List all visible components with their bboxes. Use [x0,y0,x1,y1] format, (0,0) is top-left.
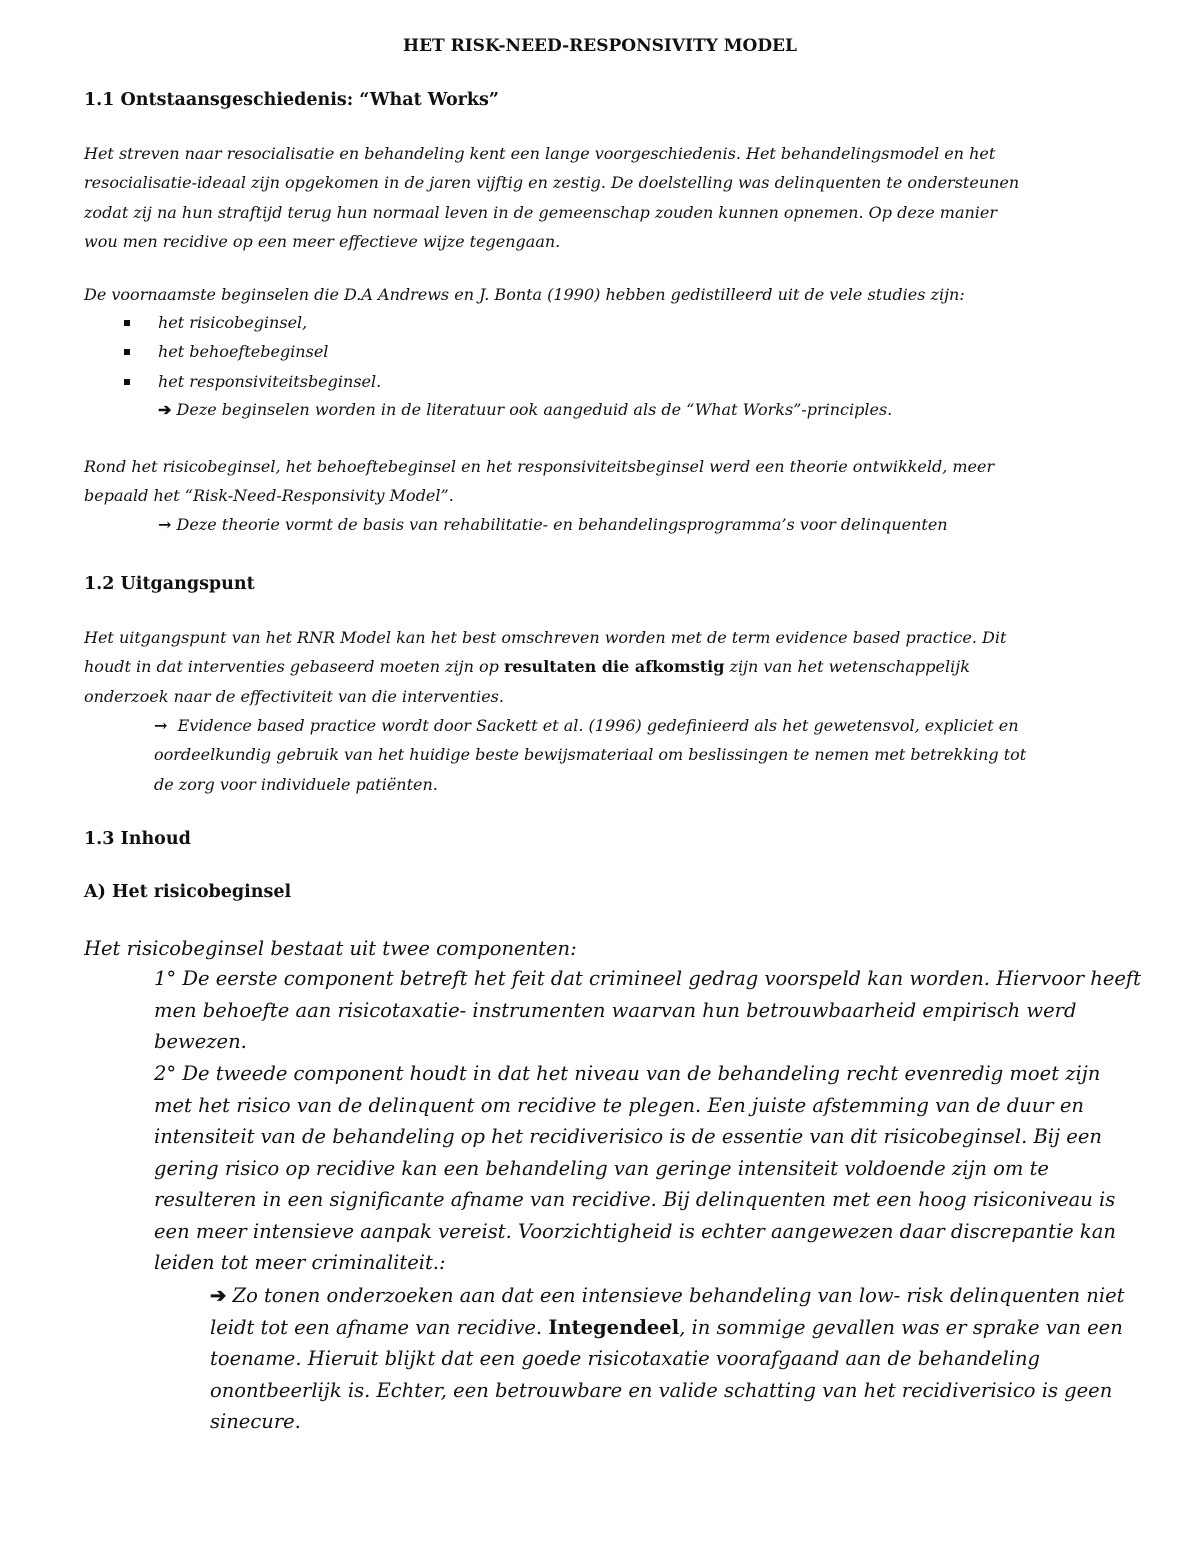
section-a-heading: A) Het risicobeginsel [84,882,292,902]
evidence-based-note [154,711,1114,799]
list-item [120,308,381,337]
text-segment: leidt tot een afname van recidive. [210,1315,549,1339]
note-text: Deze theorie vormt de basis van rehabilitatie- en behandelingsprogramma’s voor delinquenten [176,515,948,534]
section-1-1-paragraph-1 [84,139,1124,256]
text-line: onontbeerlijk is. Echter, een betrouwbare en valide schatting van het recidiverisico is geen [210,1378,1113,1402]
risk-principle-intro: Het risicobeginsel bestaat uit twee componenten: [84,937,577,960]
text-segment: houdt in dat interventies gebaseerd moeten zijn op [84,657,504,677]
text-line: met het risico van de delinquent om recidive te plegen. Een juiste afstemming van de duur en [154,1093,1084,1117]
section-1-1-heading: 1.1 Ontstaansgeschiedenis: “What Works” [84,90,499,110]
text-line: bewezen. [154,1030,247,1053]
text-line: een meer intensieve aanpak vereist. Voorzichtigheid is echter aangewezen daar discrepantie kan [154,1219,1116,1243]
bold-arrow-icon: ➔ [158,400,172,419]
section-1-2-paragraph [84,623,1124,711]
document-title: HET RISK-NEED-RESPONSIVITY MODEL [403,36,797,56]
arrow-right-icon: → [158,515,172,534]
list-item [120,367,381,396]
section-1-2-heading: 1.2 Uitgangspunt [84,574,255,594]
text-line: Rond het risicobeginsel, het behoeftebeginsel en het responsiviteitsbeginsel werd een theorie ontwikkeld, meer [84,457,995,476]
text-line [154,711,1114,740]
text-line: gering risico op recidive kan een behandeling van geringe intensiteit voldoende zijn om te [154,1156,1049,1180]
text-line: zodat zij na hun straftijd terug hun normaal leven in de gemeenschap zouden kunnen opnemen. Op deze manier [84,202,998,222]
text-line: resulteren in een significante afname van recidive. Bij delinquenten met een hoog risiconiveau is [154,1188,1116,1211]
text-line: leiden tot meer criminaliteit.: [154,1251,446,1274]
arrow-right-icon: → [154,716,168,735]
text-line: Het streven naar resocialisatie en behandeling kent een lange voorgeschiedenis. Het behandelingsmodel en het [84,144,996,163]
text-segment: , in sommige gevallen was er sprake van een [679,1315,1123,1339]
text-line [210,1280,1124,1312]
list-item [120,337,381,366]
section-1-1-paragraph-3 [84,452,1124,511]
text-line: onderzoek naar de effectiviteit van die interventies. [84,686,504,706]
text-line [84,652,1124,681]
text-line: toename. Hieruit blijkt dat een goede risicotaxatie voorafgaand aan de behandeling [210,1347,1041,1370]
text-line: 2° De tweede component houdt in dat het niveau van de behandeling recht evenredig moet zijn [154,1062,1101,1085]
text-line: de zorg voor individuele patiënten. [154,774,438,794]
component-1 [154,963,1141,1058]
text-line: wou men recidive op een meer effectieve wijze tegengaan. [84,231,561,251]
section-1-1-paragraph-2 [84,280,1124,309]
note-text: Zo tonen onderzoeken aan dat een intensieve behandeling van low- risk delinquenten niet [232,1284,1125,1307]
emphasis-text: resultaten die afkomstig [503,657,725,677]
text-line: De voornaamste beginselen die D.A Andrews en J. Bonta (1990) hebben gedistilleerd uit de vele studies zijn: [84,285,965,304]
list-item-text: het behoeftebeginsel [158,342,329,362]
square-bullet-icon [124,379,130,385]
principles-list [120,308,381,396]
list-item-text: het risicobeginsel, [158,313,308,332]
text-line: oordeelkundig gebruik van het huidige beste bewijsmateriaal om beslissingen te nemen met betrekking tot [154,745,1027,765]
emphasis-text: Integendeel [548,1315,680,1339]
list-item-text: het responsiviteitsbeginsel. [158,371,382,391]
square-bullet-icon [124,349,130,355]
text-line: intensiteit van de behandeling op het recidiverisico is de essentie van dit risicobeginsel. Bij een [154,1125,1102,1148]
text-line: resocialisatie-ideaal zijn opgekomen in de jaren vijftig en zestig. De doelstelling was delinquenten te ondersteunen [84,173,1020,193]
section-1-3-heading: 1.3 Inhoud [84,829,191,849]
component-2 [154,1058,1116,1279]
low-risk-note [210,1280,1124,1438]
theory-note [158,510,948,539]
note-text: Deze beginselen worden in de literatuur ook aangeduid als de “What Works”-principles. [176,400,893,419]
bold-arrow-icon: ➔ [210,1284,227,1307]
text-line: sinecure. [210,1410,301,1433]
square-bullet-icon [124,320,130,326]
note-text: Evidence based practice wordt door Sackett et al. (1996) gedefinieerd als het gewetensvol, expliciet en [177,716,1019,735]
text-line: Het uitgangspunt van het RNR Model kan het best omschreven worden met de term evidence based practice. Dit [84,628,1007,647]
text-segment: zijn van het wetenschappelijk [724,657,970,677]
text-line [210,1312,1124,1344]
text-line: bepaald het “Risk-Need-Responsivity Model”. [84,486,454,506]
what-works-note [158,395,892,424]
text-line: men behoefte aan risicotaxatie- instrumenten waarvan hun betrouwbaarheid empirisch werd [154,998,1077,1022]
text-line: 1° De eerste component betreft het feit dat crimineel gedrag voorspeld kan worden. Hiervoor heeft [154,967,1141,990]
